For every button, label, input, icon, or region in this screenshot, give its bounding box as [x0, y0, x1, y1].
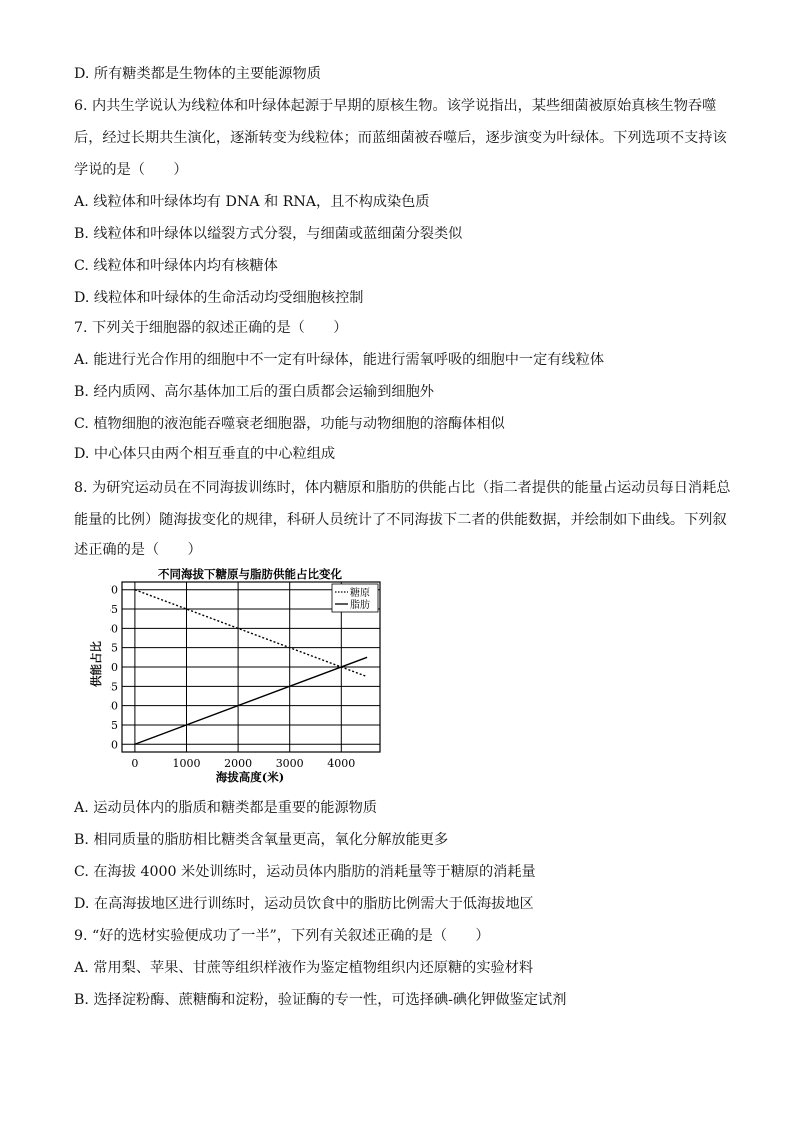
y-tick-label: 0	[110, 583, 118, 597]
x-tick-label: 2000	[224, 757, 253, 770]
text-line: B. 线粒体和叶绿体以缢裂方式分裂，与细菌或蓝细菌分裂类似	[74, 226, 463, 242]
chart-svg	[110, 566, 400, 792]
y-tick-label: 0	[110, 738, 118, 752]
y-axis-label: 供能占比	[89, 641, 103, 687]
text-line: 后，经过长期共生演化，逐渐转变为线粒体；而蓝细菌被吞噬后，逐步演变为叶绿体。下列选项不支持该	[74, 130, 727, 146]
text-line: C. 线粒体和叶绿体内均有核糖体	[74, 258, 278, 274]
text-line: 9. “好的选材实验便成功了一半”，下列有关叙述正确的是（ ）	[74, 928, 490, 944]
x-tick-label: 0	[131, 757, 139, 770]
y-tick-labels	[110, 584, 118, 752]
text-line: A. 运动员体内的脂质和糖类都是重要的能源物质	[74, 800, 378, 816]
legend-fat-label: 脂肪	[350, 600, 370, 611]
text-line: D. 中心体只由两个相互垂直的中心粒组成	[74, 446, 336, 462]
chart-title: 不同海拔下糖原与脂肪供能占比变化	[158, 567, 342, 581]
text-line: A. 常用梨、苹果、甘蔗等组织样液作为鉴定植物组织内还原糖的实验材料	[74, 960, 534, 976]
y-tick-label: 5	[110, 603, 118, 617]
text-line: 能量的比例）随海拔变化的规律，科研人员统计了不同海拔下二者的供能数据，并绘制如下曲线。下列叙	[74, 512, 727, 528]
y-tick-label: 5	[110, 680, 118, 694]
text-line: B. 选择淀粉酶、蔗糖酶和淀粉，验证酶的专一性，可选择碘-碘化钾做鉴定试剂	[74, 992, 567, 1008]
x-tick-label: 3000	[275, 757, 304, 770]
y-tick-label: 0	[110, 661, 118, 674]
x-tick-label: 1000	[172, 757, 201, 770]
text-line: 述正确的是（ ）	[74, 542, 202, 558]
y-tick-label: 0	[110, 622, 118, 636]
series-fat-line	[135, 657, 367, 744]
text-line: D. 所有糖类都是生物体的主要能源物质	[74, 66, 321, 82]
text-line: 8. 为研究运动员在不同海拔训练时，体内糖原和脂肪的供能占比（指二者提供的能量占运动员每日消耗总	[74, 480, 731, 496]
text-line: C. 植物细胞的液泡能吞噬衰老细胞器，功能与动物细胞的溶酶体相似	[74, 416, 505, 432]
text-line: 7. 下列关于细胞器的叙述正确的是（ ）	[74, 320, 348, 336]
y-tick-label: 5	[110, 718, 118, 732]
text-line: 学说的是（ ）	[74, 162, 188, 178]
text-line: 6. 内共生学说认为线粒体和叶绿体起源于早期的原核生物。该学说指出，某些细菌被原始真核生物吞噬	[74, 98, 717, 114]
x-axis-label: 海拔高度(米)	[215, 770, 285, 784]
x-tick-label: 4000	[327, 757, 356, 770]
text-line: D. 在高海拔地区进行训练时，运动员饮食中的脂肪比例需大于低海拔地区	[74, 896, 534, 912]
x-tick-labels	[131, 757, 355, 770]
y-tick-label: 5	[110, 641, 118, 655]
line-chart	[89, 566, 400, 792]
text-line: C. 在海拔 4000 米处训练时，运动员体内脂肪的消耗量等于糖原的消耗量	[74, 864, 536, 880]
y-tick-label: 0	[110, 699, 118, 713]
text-line: D. 线粒体和叶绿体的生命活动均受细胞核控制	[74, 290, 364, 306]
legend	[332, 584, 378, 612]
text-line: B. 经内质网、高尔基体加工后的蛋白质都会运输到细胞外	[74, 384, 434, 400]
text-line: B. 相同质量的脂肪相比糖类含氧量更高，氧化分解放能更多	[74, 832, 449, 848]
legend-glycogen-label: 糖原	[350, 588, 370, 599]
text-line: A. 线粒体和叶绿体均有 DNA 和 RNA，且不构成染色质	[74, 194, 430, 210]
text-line: A. 能进行光合作用的细胞中不一定有叶绿体，能进行需氧呼吸的细胞中一定有线粒体	[74, 352, 605, 368]
